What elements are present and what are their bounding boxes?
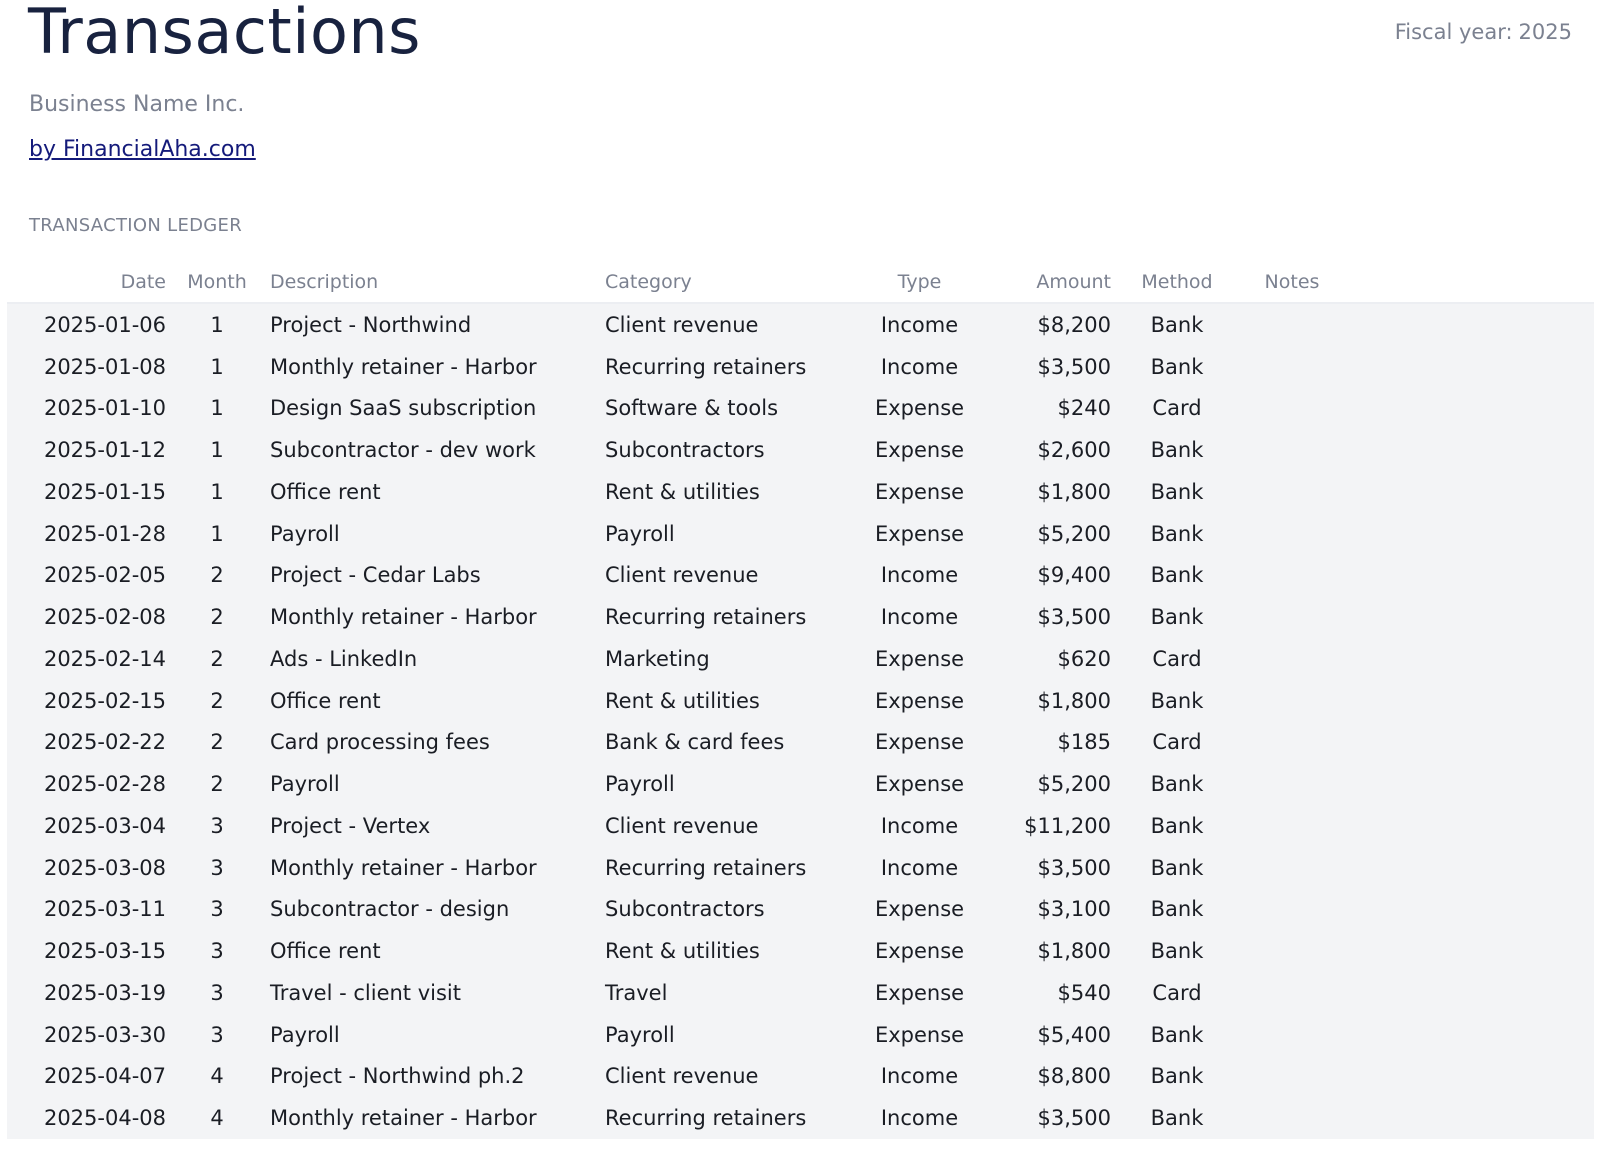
month-cell[interactable]: 1 [210,479,224,504]
method-cell[interactable]: Bank [1150,813,1204,838]
row-spacer-cell [1347,1014,1594,1056]
description-cell[interactable]: Subcontractor - design [270,897,510,922]
fiscal-year-label: Fiscal year: [1394,20,1513,44]
row-spacer-cell [1347,388,1594,430]
month-cell[interactable]: 1 [210,438,224,463]
column-header-date[interactable]: Date [7,262,172,303]
notes-cell[interactable] [1237,513,1347,555]
column-header-amount[interactable]: Amount [1012,262,1117,303]
amount-cell[interactable]: $3,500 [1037,605,1111,630]
amount-cell[interactable]: $620 [1057,646,1111,671]
category-cell[interactable]: Rent & utilities [605,479,760,504]
month-cell[interactable]: 2 [210,605,224,630]
month-cell[interactable]: 4 [210,1106,224,1131]
table-row[interactable] [7,638,1594,680]
notes-cell[interactable] [1237,805,1347,847]
row-spacer-cell [1347,429,1594,471]
month-cell[interactable]: 3 [210,855,224,880]
date-cell[interactable]: 2025-01-06 [43,312,166,337]
description-cell[interactable]: Card processing fees [270,730,490,755]
notes-cell[interactable] [1237,889,1347,931]
type-cell[interactable]: Expense [874,521,965,546]
method-cell[interactable]: Bank [1150,312,1204,337]
table-row[interactable] [7,722,1594,764]
notes-cell[interactable] [1237,930,1347,972]
description-cell[interactable]: Payroll [270,1022,340,1047]
table-row[interactable] [7,930,1594,972]
notes-cell[interactable] [1237,972,1347,1014]
description-cell[interactable]: Project - Northwind [270,312,472,337]
category-cell[interactable]: Recurring retainers [605,605,807,630]
type-cell[interactable]: Income [880,1106,959,1131]
row-spacer-cell [1347,722,1594,764]
category-cell[interactable]: Client revenue [605,1064,759,1089]
table-row[interactable] [7,805,1594,847]
amount-cell[interactable]: $3,500 [1037,855,1111,880]
notes-cell[interactable] [1237,722,1347,764]
row-spacer-cell [1347,1056,1594,1098]
table-row[interactable] [7,513,1594,555]
category-cell[interactable]: Travel [605,980,668,1005]
type-cell[interactable]: Income [880,312,959,337]
amount-cell[interactable]: $11,200 [1024,813,1111,838]
category-cell[interactable]: Recurring retainers [605,855,807,880]
method-cell[interactable]: Bank [1150,1064,1204,1089]
method-cell[interactable]: Card [1152,980,1202,1005]
description-cell[interactable]: Monthly retainer - Harbor [270,855,537,880]
description-cell[interactable]: Design SaaS subscription [270,396,537,421]
column-header-type[interactable]: Type [827,262,1012,303]
amount-cell[interactable]: $8,200 [1037,312,1111,337]
date-cell[interactable]: 2025-01-28 [43,521,166,546]
date-cell[interactable]: 2025-02-14 [43,646,166,671]
transaction-ledger-table [7,262,1594,1139]
category-cell[interactable]: Payroll [605,1022,675,1047]
table-row[interactable] [7,680,1594,722]
type-cell[interactable]: Expense [874,772,965,797]
row-spacer-cell [1347,680,1594,722]
table-row[interactable] [7,1014,1594,1056]
notes-cell[interactable] [1237,471,1347,513]
table-row[interactable] [7,471,1594,513]
month-cell[interactable]: 3 [210,980,224,1005]
table-header [7,262,1594,303]
column-header-description[interactable]: Description [262,262,605,303]
method-cell[interactable]: Bank [1150,354,1204,379]
notes-cell[interactable] [1237,1056,1347,1098]
table-row[interactable] [7,1056,1594,1098]
type-cell[interactable]: Expense [874,646,965,671]
category-cell[interactable]: Software & tools [605,396,779,421]
table-row[interactable] [7,889,1594,931]
category-cell[interactable]: Subcontractors [605,438,765,463]
notes-cell[interactable] [1237,847,1347,889]
amount-cell[interactable]: $8,800 [1037,1064,1111,1089]
month-cell[interactable]: 4 [210,1064,224,1089]
method-cell[interactable]: Bank [1150,521,1204,546]
row-spacer-cell [1347,1097,1594,1139]
business-name: Business Name Inc. [29,92,245,117]
method-cell[interactable]: Bank [1150,479,1204,504]
type-cell[interactable]: Expense [874,980,965,1005]
amount-cell[interactable]: $9,400 [1037,563,1111,588]
method-cell[interactable]: Card [1152,646,1202,671]
notes-cell[interactable] [1237,1097,1347,1139]
row-spacer-cell [1347,596,1594,638]
row-spacer-cell [1347,638,1594,680]
date-cell[interactable]: 2025-02-28 [43,772,166,797]
method-cell[interactable]: Bank [1150,605,1204,630]
notes-cell[interactable] [1237,596,1347,638]
row-spacer-cell [1347,471,1594,513]
month-cell[interactable]: 2 [210,688,224,713]
row-spacer-cell [1347,805,1594,847]
row-spacer-cell [1347,513,1594,555]
category-cell[interactable]: Marketing [605,646,710,671]
month-cell[interactable]: 3 [210,939,224,964]
description-cell[interactable]: Monthly retainer - Harbor [270,1106,537,1131]
date-cell[interactable]: 2025-01-15 [43,479,166,504]
table-row[interactable] [7,596,1594,638]
row-spacer-cell [1347,847,1594,889]
notes-cell[interactable] [1237,346,1347,388]
row-spacer-cell [1347,889,1594,931]
table-row[interactable] [7,429,1594,471]
method-cell[interactable]: Bank [1150,855,1204,880]
method-cell[interactable]: Bank [1150,1022,1204,1047]
month-cell[interactable]: 3 [210,897,224,922]
category-cell[interactable]: Client revenue [605,563,759,588]
description-cell[interactable]: Project - Cedar Labs [270,563,481,588]
notes-cell[interactable] [1237,680,1347,722]
type-cell[interactable]: Income [880,354,959,379]
row-spacer-cell [1347,303,1594,346]
category-cell[interactable]: Client revenue [605,813,759,838]
amount-cell[interactable]: $2,600 [1037,438,1111,463]
description-cell[interactable]: Office rent [270,479,381,504]
date-cell[interactable]: 2025-03-19 [43,980,166,1005]
amount-cell[interactable]: $1,800 [1037,479,1111,504]
fiscal-year [1395,18,1572,46]
financialaha-link[interactable]: by FinancialAha.com [29,137,256,162]
method-cell[interactable]: Card [1152,396,1202,421]
description-cell[interactable]: Payroll [270,772,340,797]
type-cell[interactable]: Income [880,1064,959,1089]
date-cell[interactable]: 2025-02-22 [43,730,166,755]
date-cell[interactable]: 2025-02-08 [43,605,166,630]
date-cell[interactable]: 2025-02-15 [43,688,166,713]
month-cell[interactable]: 3 [210,1022,224,1047]
date-cell[interactable]: 2025-01-08 [43,354,166,379]
method-cell[interactable]: Bank [1150,939,1204,964]
date-cell[interactable]: 2025-03-11 [43,897,166,922]
date-cell[interactable]: 2025-01-12 [43,438,166,463]
method-cell[interactable]: Bank [1150,897,1204,922]
description-cell[interactable]: Monthly retainer - Harbor [270,605,537,630]
notes-cell[interactable] [1237,555,1347,597]
type-cell[interactable]: Expense [874,939,965,964]
type-cell[interactable]: Expense [874,897,965,922]
row-spacer-cell [1347,555,1594,597]
description-cell[interactable]: Office rent [270,688,381,713]
notes-cell[interactable] [1237,303,1347,346]
amount-cell[interactable]: $540 [1057,980,1111,1005]
category-cell[interactable]: Subcontractors [605,897,765,922]
notes-cell[interactable] [1237,763,1347,805]
column-header-spacer [1347,262,1594,303]
date-cell[interactable]: 2025-01-10 [43,396,166,421]
month-cell[interactable]: 2 [210,730,224,755]
amount-cell[interactable]: $5,400 [1037,1022,1111,1047]
category-cell[interactable]: Bank & card fees [605,730,785,755]
fiscal-year-value[interactable]: 2025 [1518,20,1572,44]
amount-cell[interactable]: $185 [1057,730,1111,755]
category-cell[interactable]: Recurring retainers [605,354,807,379]
type-cell[interactable]: Expense [874,479,965,504]
date-cell[interactable]: 2025-03-08 [43,855,166,880]
column-header-category[interactable]: Category [605,262,827,303]
description-cell[interactable]: Travel - client visit [270,980,461,1005]
amount-cell[interactable]: $3,100 [1037,897,1111,922]
category-cell[interactable]: Rent & utilities [605,688,760,713]
type-cell[interactable]: Expense [874,438,965,463]
method-cell[interactable]: Bank [1150,563,1204,588]
type-cell[interactable]: Expense [874,688,965,713]
description-cell[interactable]: Ads - LinkedIn [270,646,418,671]
month-cell[interactable]: 1 [210,396,224,421]
amount-cell[interactable]: $1,800 [1037,688,1111,713]
table-body [7,303,1594,1139]
notes-cell[interactable] [1237,638,1347,680]
amount-cell[interactable]: $1,800 [1037,939,1111,964]
month-cell[interactable]: 1 [210,312,224,337]
table-row[interactable] [7,972,1594,1014]
row-spacer-cell [1347,972,1594,1014]
category-cell[interactable]: Payroll [605,521,675,546]
date-cell[interactable]: 2025-03-15 [43,939,166,964]
month-cell[interactable]: 1 [210,521,224,546]
month-cell[interactable]: 2 [210,772,224,797]
date-cell[interactable]: 2025-03-04 [43,813,166,838]
method-cell[interactable]: Bank [1150,772,1204,797]
type-cell[interactable]: Expense [874,1022,965,1047]
month-cell[interactable]: 2 [210,563,224,588]
type-cell[interactable]: Income [880,855,959,880]
category-cell[interactable]: Recurring retainers [605,1106,807,1131]
column-header-month[interactable]: Month [172,262,262,303]
amount-cell[interactable]: $240 [1057,396,1111,421]
type-cell[interactable]: Income [880,605,959,630]
description-cell[interactable]: Office rent [270,939,381,964]
type-cell[interactable]: Expense [874,730,965,755]
amount-cell[interactable]: $3,500 [1037,1106,1111,1131]
date-cell[interactable]: 2025-02-05 [43,563,166,588]
column-header-notes[interactable]: Notes [1237,262,1347,303]
type-cell[interactable]: Expense [874,396,965,421]
type-cell[interactable]: Income [880,813,959,838]
section-label: TRANSACTION LEDGER [29,215,243,236]
row-spacer-cell [1347,346,1594,388]
category-cell[interactable]: Rent & utilities [605,939,760,964]
method-cell[interactable]: Bank [1150,438,1204,463]
column-header-method[interactable]: Method [1117,262,1237,303]
description-cell[interactable]: Monthly retainer - Harbor [270,354,537,379]
amount-cell[interactable]: $5,200 [1037,772,1111,797]
description-cell[interactable]: Payroll [270,521,340,546]
month-cell[interactable]: 2 [210,646,224,671]
method-cell[interactable]: Card [1152,730,1202,755]
notes-cell[interactable] [1237,429,1347,471]
date-cell[interactable]: 2025-04-07 [43,1064,166,1089]
table-row[interactable] [7,346,1594,388]
category-cell[interactable]: Payroll [605,772,675,797]
month-cell[interactable]: 1 [210,354,224,379]
table-row[interactable] [7,555,1594,597]
description-cell[interactable]: Subcontractor - dev work [270,438,536,463]
notes-cell[interactable] [1237,388,1347,430]
method-cell[interactable]: Bank [1150,1106,1204,1131]
type-cell[interactable]: Income [880,563,959,588]
date-cell[interactable]: 2025-04-08 [43,1106,166,1131]
category-cell[interactable]: Client revenue [605,312,759,337]
row-spacer-cell [1347,763,1594,805]
page-title: Transactions [28,0,421,68]
date-cell[interactable]: 2025-03-30 [43,1022,166,1047]
table-row[interactable] [7,303,1594,346]
row-spacer-cell [1347,930,1594,972]
table-row[interactable] [7,388,1594,430]
description-cell[interactable]: Project - Northwind ph.2 [270,1064,525,1089]
amount-cell[interactable]: $3,500 [1037,354,1111,379]
table-row[interactable] [7,847,1594,889]
method-cell[interactable]: Bank [1150,688,1204,713]
month-cell[interactable]: 3 [210,813,224,838]
table-row[interactable] [7,1097,1594,1139]
table-row[interactable] [7,763,1594,805]
amount-cell[interactable]: $5,200 [1037,521,1111,546]
notes-cell[interactable] [1237,1014,1347,1056]
description-cell[interactable]: Project - Vertex [270,813,431,838]
header-row [7,262,1594,303]
